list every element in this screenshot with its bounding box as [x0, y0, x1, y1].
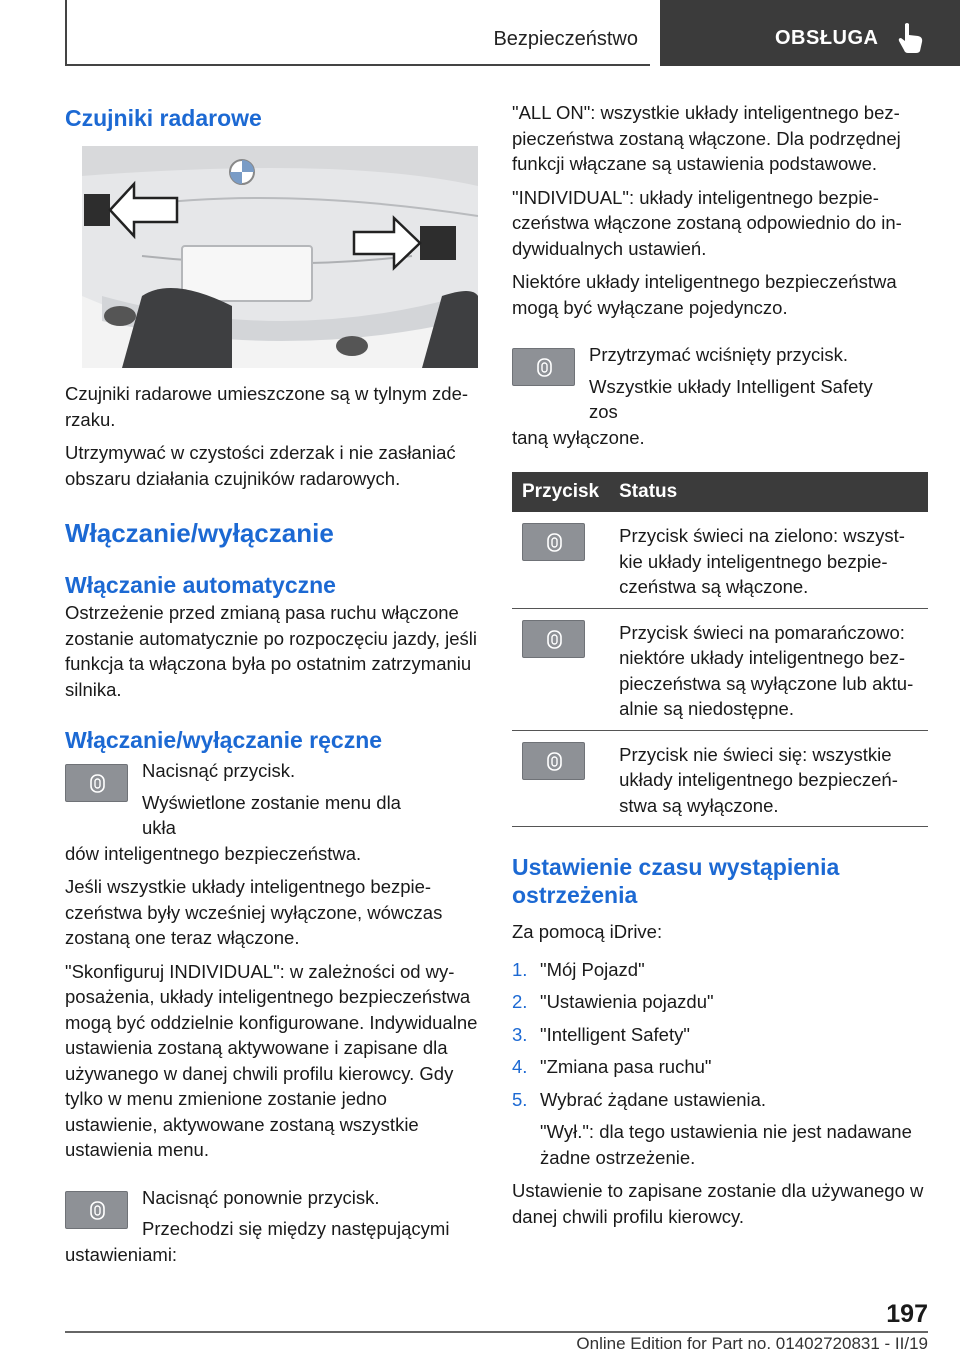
- on-off-heading: Włączanie/wyłączanie: [65, 518, 334, 548]
- safety-button-image: [522, 523, 585, 561]
- some-separately-text: Niektóre układy inteligentnego bezpieczeństwa mogą być wyłączane pojedynczo.: [512, 271, 897, 318]
- status-cell: Przycisk świeci na zielono: wszystkie układy inteligentnego bezpieczeństwa są włączone.: [609, 512, 928, 608]
- list-item: 3. "Intelligent Safety": [512, 1023, 690, 1045]
- if-all-off-text: Jeśli wszystkie układy inteligentnego bezpieczeństwa były wcześniej wyłączone, wówczas zostaną one teraz włączone.: [65, 876, 443, 948]
- left-column: [65, 100, 483, 1267]
- radar-clean-text: Utrzymywać w czystości zderzak i nie zasłaniać obszaru działania czujników radarowych.: [65, 442, 456, 489]
- cycles-text-a: Przechodzi się między następującymi: [142, 1218, 450, 1239]
- radar-sensors-heading: Czujniki radarowe: [65, 105, 262, 131]
- auto-on-text: Ostrzeżenie przed zmianą pasa ruchu włączone zostanie automatycznie po rozpoczęciu jazdy, jeśli funkcja ta włączona była po ostatnim zatrzymaniu silnika.: [65, 602, 478, 700]
- table-row: [512, 730, 928, 827]
- safety-button-image: [522, 742, 585, 780]
- safety-icon: [537, 358, 552, 377]
- page-header: [0, 0, 960, 66]
- safety-icon: [90, 1201, 105, 1220]
- configure-individual-text: "Skonfiguruj INDIVIDUAL": w zależności od wyposażenia, układy inteligentnego bezpieczeństwa mogą być oddzielnie konfigurowane. Indywidualne ustawienia zostaną aktywowane i zapisane dla używanego w danej chwili profilu kierowcy. Gdy tylko w menu zmienione zostanie jedno ustawienie, aktywowane zostaną wszystkie ustawienia menu.: [65, 960, 478, 1160]
- auto-on-heading: Włączanie automatyczne: [65, 572, 336, 598]
- off-setting-note: "Wył.": dla tego ustawienia nie jest nadawane żadne ostrzeżenie.: [540, 1121, 912, 1168]
- page-number: 197: [886, 1300, 928, 1328]
- safety-button-image: [512, 348, 575, 386]
- safety-icon: [547, 630, 562, 649]
- radar-location-text: Czujniki radarowe umieszczone są w tylnym zderzaku.: [65, 383, 469, 430]
- steps-list: [512, 957, 928, 1113]
- status-cell: Przycisk nie świeci się: wszystkie układy inteligentnego bezpieczeństwa są wyłączone.: [609, 730, 928, 827]
- safety-button-image: [65, 1191, 128, 1229]
- press-again-instruction: [65, 1185, 483, 1242]
- safety-icon: [547, 752, 562, 771]
- manual-on-off-heading: Włączanie/wyłączanie ręczne: [65, 727, 383, 753]
- warning-timing-heading: Ustawienie czasu wystąpienia ostrzeżenia: [512, 854, 840, 908]
- safety-icon: [547, 533, 562, 552]
- menu-shown-text-a: Wyświetlone zostanie menu dla ukła: [142, 791, 401, 838]
- all-on-text: "ALL ON": wszystkie układy inteligentnego bezpieczeństwa zostaną włączone. Dla podrzędnej funkcji włączane są ustawienia podstawowe.: [512, 102, 901, 174]
- hold-instruction: [512, 342, 928, 425]
- status-cell: Przycisk świeci na pomarańczowo: niektóre układy inteligentnego bezpieczeństwa są wyłączone lub aktualnie są niedostępne.: [609, 608, 928, 730]
- via-idrive-text: Za pomocą iDrive:: [512, 921, 663, 942]
- section-title: Bezpieczeństwo: [493, 28, 638, 50]
- cycles-text-b: ustawieniami:: [65, 1243, 178, 1265]
- list-item: 5. Wybrać żądane ustawienia.: [512, 1088, 767, 1110]
- header-rule-bottom: [65, 64, 650, 66]
- button-status-table: [512, 472, 928, 827]
- chapter-title: OBSŁUGA: [775, 27, 879, 49]
- table-row: [512, 608, 928, 730]
- table-row: [512, 512, 928, 608]
- col-header-button: Przycisk: [512, 472, 609, 512]
- all-off-text-a: Wszystkie układy Intelligent Safety zos: [589, 375, 873, 422]
- press-button-instruction: [65, 758, 483, 841]
- list-item: 4. "Zmiana pasa ruchu": [512, 1056, 712, 1077]
- footer-rule: [65, 1331, 928, 1333]
- car-rear-image: [82, 146, 478, 368]
- menu-shown-text-b: dów inteligentnego bezpieczeństwa.: [65, 842, 362, 864]
- saved-profile-text: Ustawienie to zapisane zostanie dla używanego w danej chwili profilu kierowcy.: [512, 1180, 924, 1227]
- safety-icon: [90, 774, 105, 793]
- hold-text: Przytrzymać wciśnięty przycisk.: [589, 344, 849, 365]
- press-again-text: Nacisnąć ponownie przycisk.: [142, 1186, 380, 1208]
- header-rule-left: [65, 0, 67, 66]
- individual-text: "INDIVIDUAL": układy inteligentnego bezpieczeństwa włączone zostaną odpowiednio do indywidualnych ustawień.: [512, 186, 902, 259]
- edition-footer: Online Edition for Part no. 01402720831 - II/19: [576, 1334, 928, 1353]
- col-header-status: Status: [609, 472, 928, 512]
- list-item: 2. "Ustawienia pojazdu": [512, 991, 714, 1012]
- press-button-text: Nacisnąć przycisk.: [142, 760, 296, 781]
- chapter-tab: [660, 0, 960, 66]
- all-off-text-b: taną wyłączone.: [512, 426, 645, 448]
- safety-button-image: [65, 764, 128, 802]
- hand-pointer-icon: [896, 22, 926, 54]
- safety-button-image: [522, 620, 585, 658]
- right-column: [512, 100, 928, 1229]
- list-item: 1. "Mój Pojazd": [512, 958, 645, 980]
- table-header-row: [512, 472, 928, 512]
